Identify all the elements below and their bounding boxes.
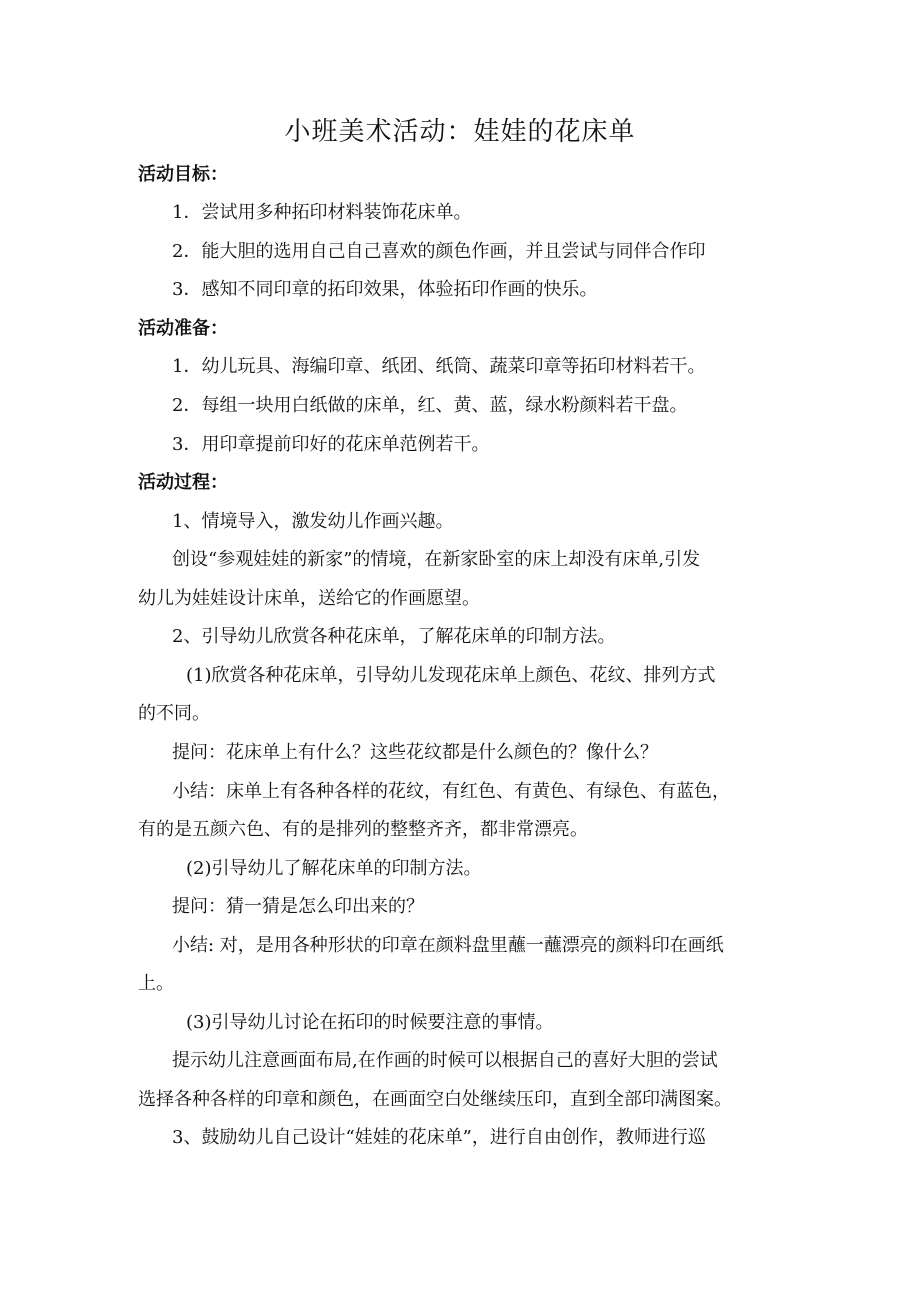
prep-item-2: 2．每组一块用白纸做的床单，红、黄、蓝，绿水粉颜料若干盘。	[172, 395, 688, 416]
process-line: 1、情境导入，激发幼儿作画兴趣。	[172, 511, 454, 532]
process-line: 提问：花床单上有什么？这些花纹都是什么颜色的？像什么？	[172, 742, 658, 763]
goal-item-1: 1．尝试用多种拓印材料装饰花床单。	[172, 202, 472, 223]
process-line: 创设“参观娃娃的新家”的情境，在新家卧室的床上却没有床单,引发	[172, 549, 701, 570]
process-line: 3、鼓励幼儿自己设计“娃娃的花床单”，进行自由创作，教师进行巡	[172, 1127, 706, 1148]
process-line: 2、引导幼儿欣赏各种花床单，了解花床单的印制方法。	[172, 626, 616, 647]
page-title: 小班美术活动：娃娃的花床单	[284, 117, 636, 147]
process-line: 有的是五颜六色、有的是排列的整整齐齐，都非常漂亮。	[138, 819, 588, 840]
goals-heading: 活动目标：	[138, 164, 228, 185]
process-line: 小结：床单上有各种各样的花纹，有红色、有黄色、有绿色、有蓝色，	[172, 781, 730, 802]
process-line: 幼儿为娃娃设计床单，送给它的作画愿望。	[138, 588, 480, 609]
process-line: (1)欣赏各种花床单，引导幼儿发现花床单上颜色、花纹、排列方式	[186, 665, 716, 686]
preparation-heading: 活动准备：	[138, 318, 228, 339]
process-line: (3)引导幼儿讨论在拓印的时候要注意的事情。	[186, 1012, 554, 1033]
process-line: 提问：猜一猜是怎么印出来的？	[172, 896, 424, 917]
process-line: (2)引导幼儿了解花床单的印制方法。	[186, 858, 482, 879]
goal-item-3: 3．感知不同印章的拓印效果，体验拓印作画的快乐。	[172, 279, 598, 300]
process-line: 小结: 对，是用各种形状的印章在颜料盘里蘸一蘸漂亮的颜料印在画纸	[172, 935, 724, 956]
process-line: 提示幼儿注意画面布局,在作画的时候可以根据自己的喜好大胆的尝试	[172, 1050, 718, 1071]
process-line: 的不同。	[138, 703, 210, 724]
goal-item-2: 2．能大胆的选用自己自己喜欢的颜色作画，并且尝试与同伴合作印	[172, 241, 706, 262]
process-line: 选择各种各样的印章和颜色，在画面空白处继续压印，直到全部印满图案。	[138, 1089, 732, 1110]
prep-item-3: 3．用印章提前印好的花床单范例若干。	[172, 434, 490, 455]
process-heading: 活动过程：	[138, 472, 228, 493]
prep-item-1: 1．幼儿玩具、海编印章、纸团、纸筒、蔬菜印章等拓印材料若干。	[172, 356, 706, 377]
process-line: 上。	[138, 973, 174, 994]
